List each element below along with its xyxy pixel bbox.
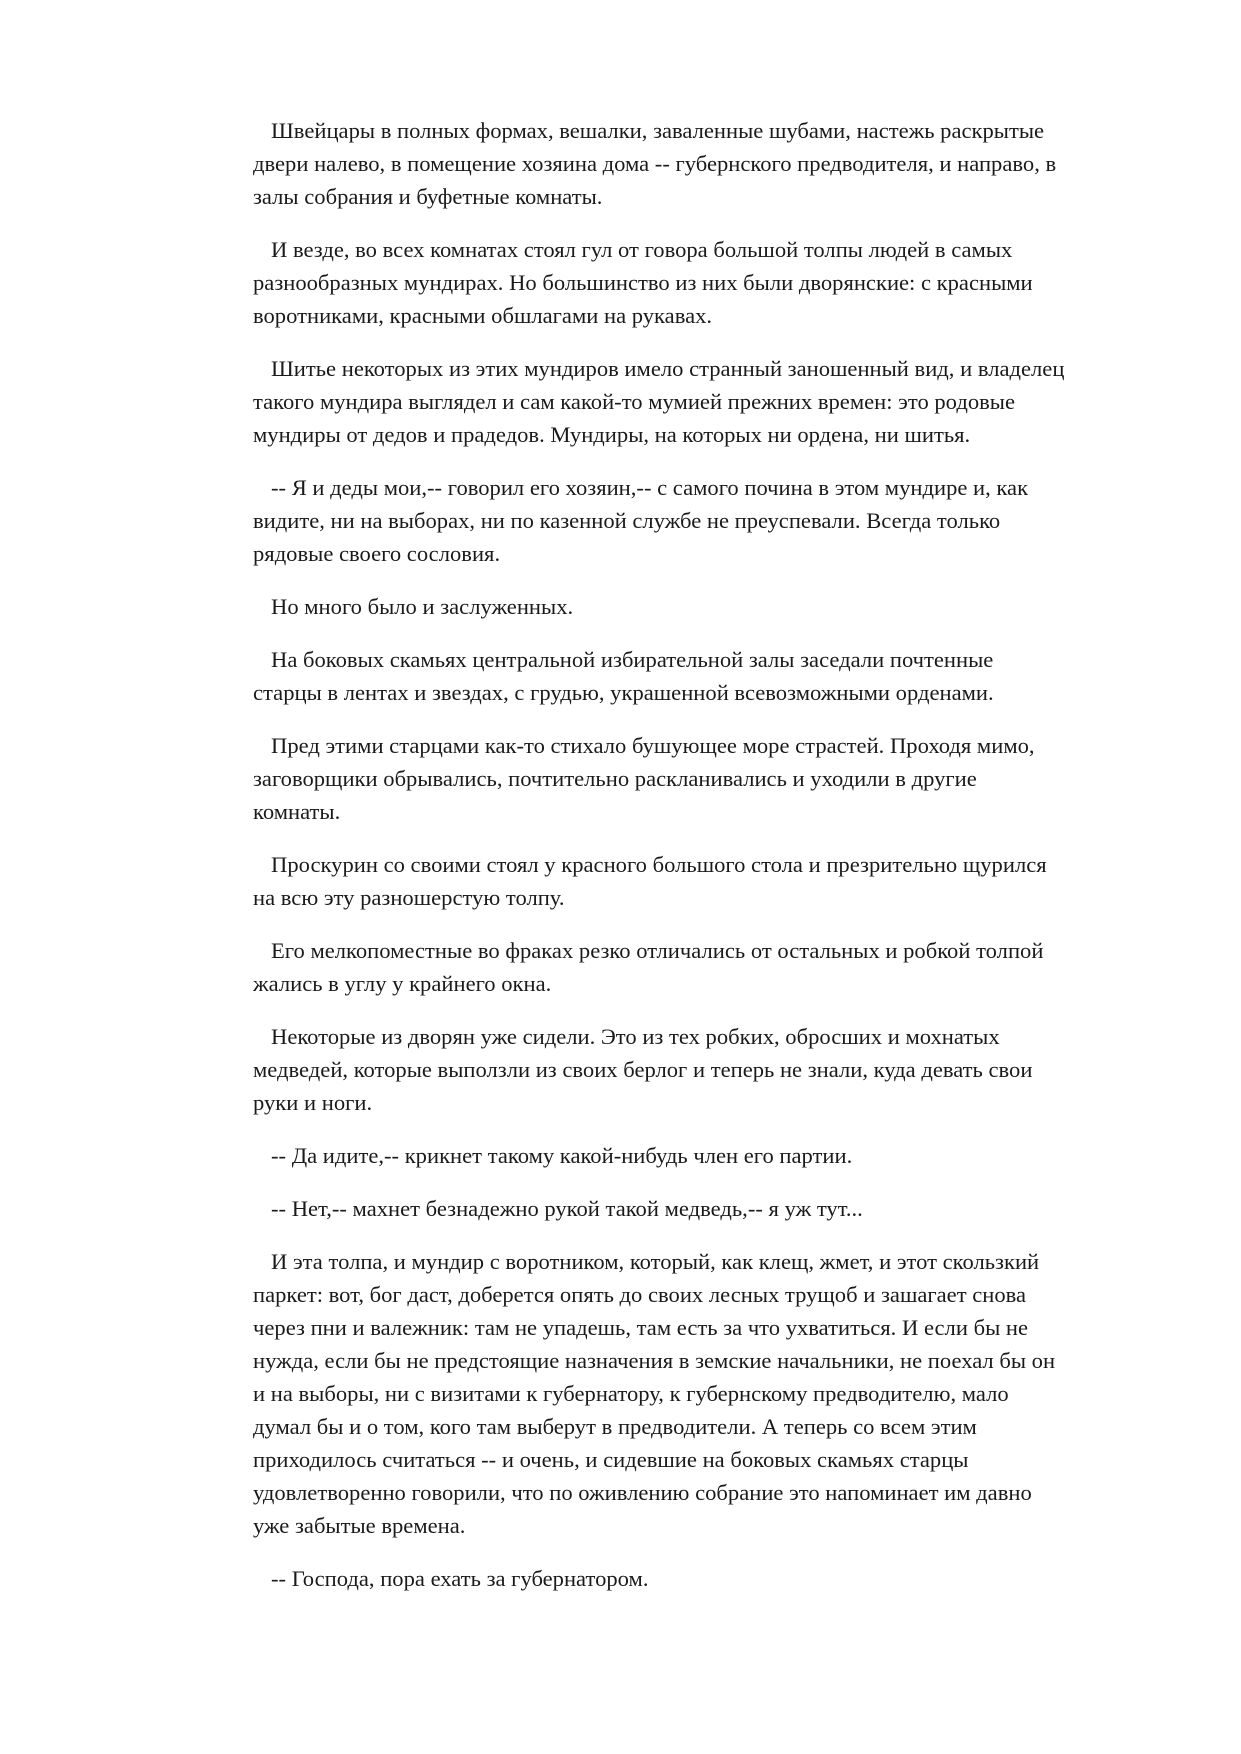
paragraph: И везде, во всех комнатах стоял гул от говора большой толпы людей в самых разнообразных мундирах. Но большинство из них были дворянские: с красными воротниками, красными обшлагами на рукавах. [253, 237, 1033, 328]
paragraph: Его мелкопоместные во фраках резко отличались от остальных и робкой толпой жались в углу у крайнего окна. [253, 938, 1044, 996]
paragraph: Некоторые из дворян уже сидели. Это из тех робких, обросших и мохнатых медведей, которые выползли из своих берлог и теперь не знали, куда девать свои руки и ноги. [253, 1024, 1033, 1115]
paragraph: И эта толпа, и мундир с воротником, который, как клещ, жмет, и этот скользкий паркет: вот, бог даст, доберется опять до своих лесных трущоб и зашагает снова через пни и валежник: там не упадешь, там есть за что ухватиться. И если бы не нужда, если бы не предстоящие назначения в земские начальники, не поехал бы он и на выборы, ни с визитами к губернатору, к губернскому предводителю, мало думал бы и о том, кого там выберут в предводители. А теперь со всем этим приходилось считаться -- и очень, и сидевшие на боковых скамьях старцы удовлетворенно говорили, что по оживлению собрание это напоминает им давно уже забытые времена. [253, 1249, 1056, 1538]
paragraph: -- Да идите,-- крикнет такому какой-нибудь член его партии. [271, 1143, 853, 1168]
paragraph: Шитье некоторых из этих мундиров имело странный заношенный вид, и владелец такого мундира выглядел и сам какой-то мумией прежних времен: это родовые мундиры от дедов и прадедов. Мундиры, на которых ни ордена, ни шитья. [253, 356, 1065, 447]
paragraph: -- Я и деды мои,-- говорил его хозяин,-- с самого почина в этом мундире и, как видите, ни на выборах, ни по казенной службе не преуспевали. Всегда только рядовые своего сословия. [253, 475, 1029, 566]
paragraph: Пред этими старцами как-то стихало бушующее море страстей. Проходя мимо, заговорщики обрывались, почтительно раскланивались и уходили в другие комнаты. [253, 733, 1035, 824]
paragraph: -- Нет,-- махнет безнадежно рукой такой медведь,-- я уж тут... [271, 1196, 863, 1221]
paragraph: На боковых скамьях центральной избирательной залы заседали почтенные старцы в лентах и звездах, с грудью, украшенной всевозможными орденами. [253, 647, 994, 705]
text-body [253, 114, 1163, 1615]
paragraph: -- Господа, пора ехать за губернатором. [271, 1566, 649, 1591]
paragraph: Швейцары в полных формах, вешалки, заваленные шубами, настежь раскрытые двери налево, в помещение хозяина дома -- губернского предводителя, и направо, в залы собрания и буфетные комнаты. [253, 118, 1057, 209]
paragraph: Но много было и заслуженных. [271, 594, 574, 619]
paragraph: Проскурин со своими стоял у красного большого стола и презрительно щурился на всю эту разношерстую толпу. [253, 852, 1047, 910]
